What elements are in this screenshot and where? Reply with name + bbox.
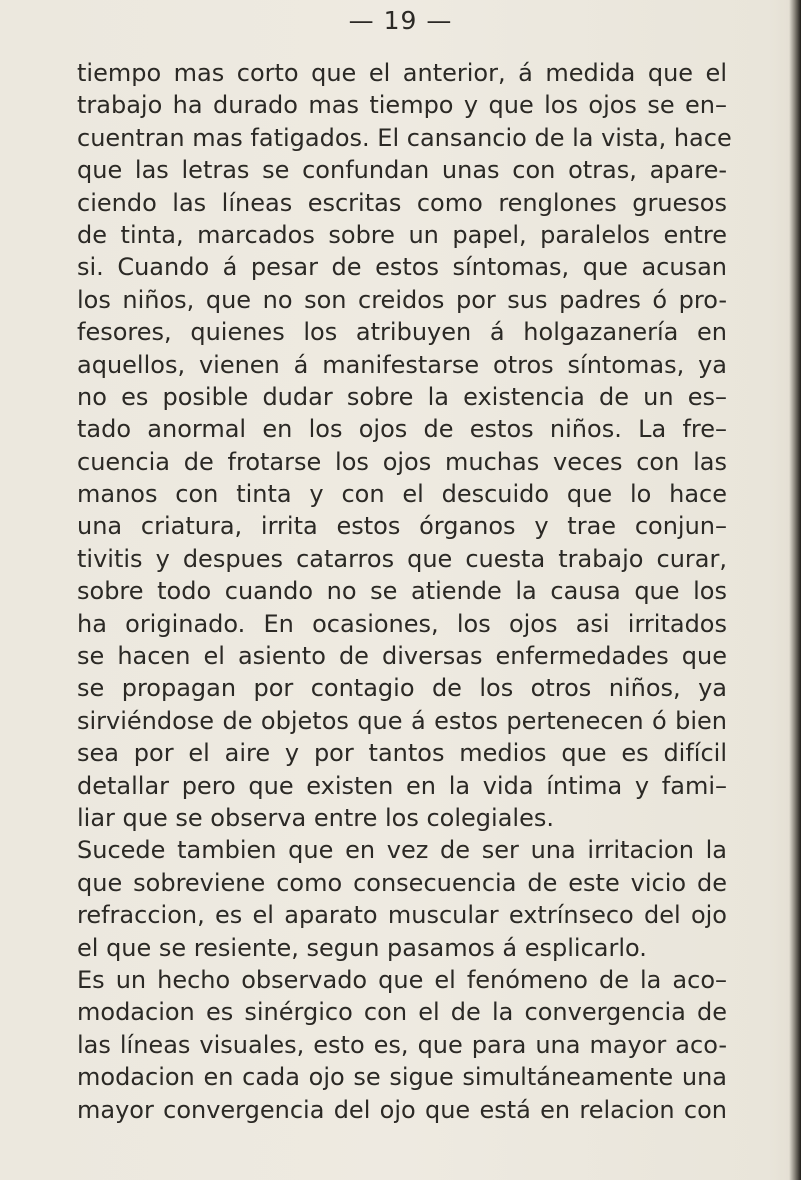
text-line: las líneas visuales, esto es, que para una mayor aco- (77, 1030, 727, 1059)
text-line: si. Cuando á pesar de estos síntomas, que acusan (77, 253, 727, 282)
text-line: modacion en cada ojo se sigue simultáneamente una (77, 1063, 727, 1092)
text-line: aquellos, vienen á manifestarse otros síntomas, ya (77, 350, 727, 379)
text-line: manos con tinta y con el descuido que lo hace (77, 480, 727, 509)
text-line: que sobreviene como consecuencia de este vicio de (77, 868, 727, 897)
text-line: liar que se observa entre los colegiales. (77, 803, 554, 832)
text-line: sea por el aire y por tantos medios que es difícil (77, 739, 727, 768)
text-line: ha originado. En ocasiones, los ojos asi irritados (77, 609, 727, 638)
page-edge-shadow (789, 0, 801, 1180)
text-line: una criatura, irrita estos órganos y trae conjun– (77, 512, 727, 541)
text-line: sirviéndose de objetos que á estos pertenecen ó bien (77, 706, 727, 735)
text-line: cuentran mas fatigados. El cansancio de la vista, hace (77, 123, 732, 152)
text-line: no es posible dudar sobre la existencia de un es– (77, 382, 727, 411)
text-line: modacion es sinérgico con el de la convergencia de (77, 998, 727, 1027)
text-line: de tinta, marcados sobre un papel, paralelos entre (77, 220, 727, 249)
text-line: cuencia de frotarse los ojos muchas veces con las (77, 447, 727, 476)
text-line: tado anormal en los ojos de estos niños. La fre– (77, 415, 727, 444)
text-line: sobre todo cuando no se atiende la causa que los (77, 577, 727, 606)
text-line: fesores, quienes los atribuyen á holgazanería en (77, 318, 727, 347)
text-line: mayor convergencia del ojo que está en relacion con (77, 1095, 727, 1124)
page-number: — 19 — (348, 6, 453, 35)
text-line: que las letras se confundan unas con otras, apare- (77, 156, 727, 185)
text-line: detallar pero que existen en la vida íntima y fami– (77, 771, 727, 800)
body-text (77, 57, 732, 1126)
text-line: los niños, que no son creidos por sus padres ó pro- (77, 285, 727, 314)
text-line: Sucede tambien que en vez de ser una irritacion la (77, 836, 727, 865)
text-line: refraccion, es el aparato muscular extrínseco del ojo (77, 901, 727, 930)
text-line: ciendo las líneas escritas como renglones gruesos (77, 188, 727, 217)
text-line: tivitis y despues catarros que cuesta trabajo curar, (77, 544, 727, 573)
text-line: Es un hecho observado que el fenómeno de la aco– (77, 965, 727, 994)
text-line: el que se resiente, segun pasamos á esplicarlo. (77, 933, 647, 962)
text-line: trabajo ha durado mas tiempo y que los ojos se en– (77, 91, 727, 120)
text-line: se hacen el asiento de diversas enfermedades que (77, 642, 727, 671)
text-line: tiempo mas corto que el anterior, á medida que el (77, 59, 727, 87)
text-line: se propagan por contagio de los otros niños, ya (77, 674, 727, 703)
